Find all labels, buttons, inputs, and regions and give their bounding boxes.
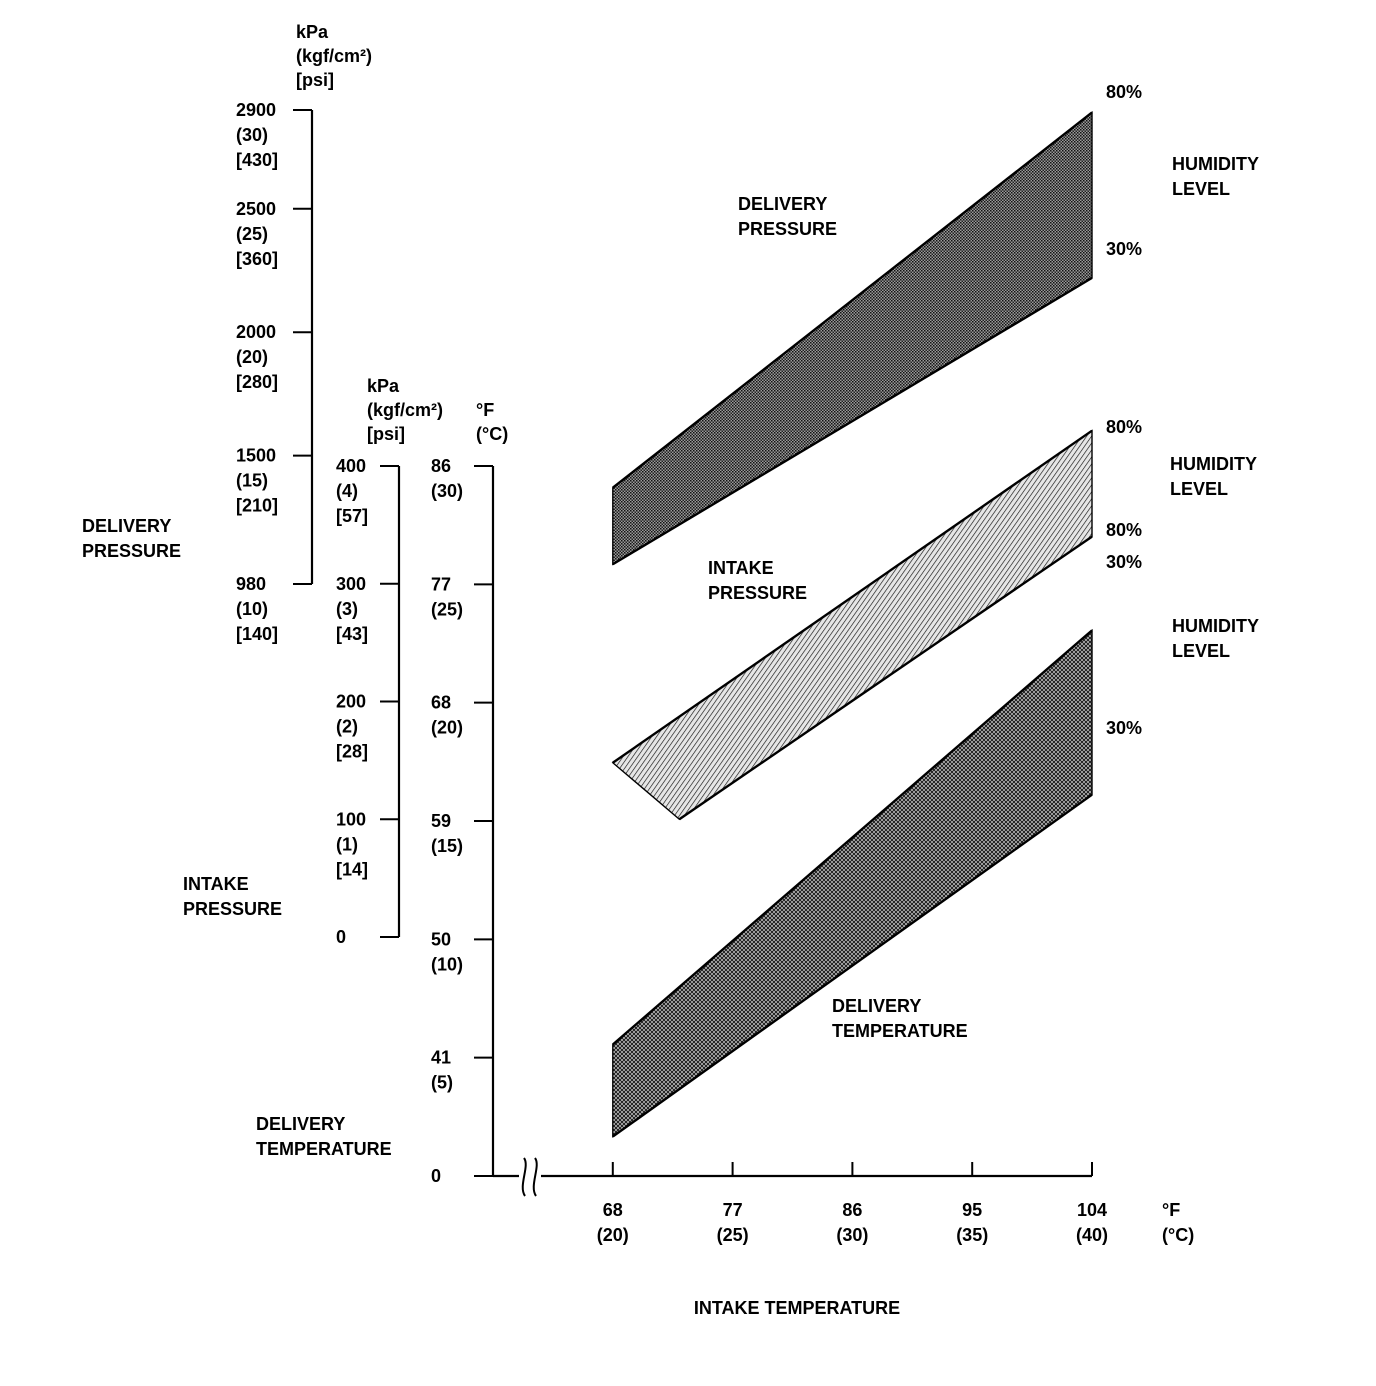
unit-label: (°C) xyxy=(1162,1225,1195,1245)
tick-label: [43] xyxy=(336,623,369,644)
unit-label: (°C) xyxy=(476,424,509,444)
axis-break-mark xyxy=(523,1158,526,1196)
humidity-lower-label: 30% xyxy=(1106,552,1143,572)
humidity-level-label: LEVEL xyxy=(1172,641,1231,661)
tick-label: 400 xyxy=(336,456,367,476)
band-delivery-temperature xyxy=(613,630,1092,1136)
tick-label: (10) xyxy=(236,599,269,619)
band-name: INTAKE xyxy=(708,558,774,578)
unit-label: kPa xyxy=(296,22,329,42)
unit-label: °F xyxy=(476,400,495,420)
tick-label: 104 xyxy=(1076,1200,1108,1220)
humidity-level-label: LEVEL xyxy=(1170,479,1229,499)
band-name: DELIVERY xyxy=(832,996,922,1016)
tick-label: (20) xyxy=(431,717,464,738)
axis-title: DELIVERY xyxy=(82,516,172,536)
tick-label: (20) xyxy=(596,1225,629,1245)
tick-label: (30) xyxy=(431,481,464,501)
tick-label: (40) xyxy=(1075,1225,1109,1245)
tick-label: [280] xyxy=(236,372,279,393)
axis-title: PRESSURE xyxy=(82,541,182,561)
tick-label: 980 xyxy=(236,574,267,594)
tick-label: 59 xyxy=(431,811,452,831)
humidity-lower-label: 30% xyxy=(1106,718,1143,738)
tick-label: (35) xyxy=(956,1225,989,1245)
humidity-upper-label: 80% xyxy=(1106,417,1143,437)
tick-label: [57] xyxy=(336,506,369,526)
tick-label: 1500 xyxy=(236,445,277,466)
tick-label: 2000 xyxy=(236,322,277,343)
tick-label: 0 xyxy=(431,1166,442,1186)
tick-label: (20) xyxy=(236,347,269,368)
tick-label: (4) xyxy=(336,481,358,501)
tick-label: (15) xyxy=(431,836,464,856)
axis-title: DELIVERY xyxy=(256,1114,346,1134)
tick-label: 68 xyxy=(602,1200,623,1220)
humidity-level-label: HUMIDITY xyxy=(1172,616,1259,636)
tick-label: 2500 xyxy=(236,198,277,219)
humidity-level-label: HUMIDITY xyxy=(1172,154,1259,174)
axis-title: TEMPERATURE xyxy=(256,1139,392,1159)
tick-label: 300 xyxy=(336,573,367,594)
bands-layer xyxy=(613,112,1092,1136)
tick-label: 95 xyxy=(962,1200,983,1220)
tick-label: (5) xyxy=(431,1072,453,1093)
tick-label: 68 xyxy=(431,692,452,713)
tick-label: [360] xyxy=(236,248,279,269)
band-name: PRESSURE xyxy=(708,583,808,603)
band-name: PRESSURE xyxy=(738,219,838,239)
tick-label: 0 xyxy=(336,927,347,947)
delivery-pressure-axis xyxy=(82,22,372,644)
axis-title: PRESSURE xyxy=(183,899,283,919)
tick-label: [28] xyxy=(336,741,369,762)
tick-label: (15) xyxy=(236,470,269,491)
humidity-level-label: LEVEL xyxy=(1172,179,1231,199)
humidity-level-label: HUMIDITY xyxy=(1170,454,1257,474)
band-name: DELIVERY xyxy=(738,194,828,214)
tick-label: (3) xyxy=(336,598,358,619)
tick-label: 77 xyxy=(722,1200,743,1220)
tick-label: [210] xyxy=(236,495,279,516)
unit-label: [psi] xyxy=(296,70,334,90)
tick-label: (30) xyxy=(236,125,269,145)
unit-label: [psi] xyxy=(367,424,405,444)
tick-label: (30) xyxy=(836,1225,869,1245)
tick-label: [14] xyxy=(336,859,369,880)
tick-label: (25) xyxy=(236,223,269,244)
unit-label: (kgf/cm²) xyxy=(367,400,443,420)
tick-label: 77 xyxy=(431,574,452,595)
tick-label: 86 xyxy=(431,456,452,476)
axis-title: INTAKE TEMPERATURE xyxy=(693,1298,901,1318)
tick-label: 100 xyxy=(336,809,367,830)
tick-label: 200 xyxy=(336,691,367,712)
humidity-lower-label: 30% xyxy=(1106,239,1143,259)
humidity-upper-label: 80% xyxy=(1106,82,1143,102)
tick-label: (1) xyxy=(336,834,358,855)
x-axis xyxy=(493,1158,1194,1318)
tick-label: (25) xyxy=(431,599,464,620)
tick-label: [140] xyxy=(236,624,279,644)
tick-label: 2900 xyxy=(236,100,277,120)
band-name: TEMPERATURE xyxy=(832,1021,968,1041)
tick-label: (10) xyxy=(431,954,464,975)
humidity-upper-label: 80% xyxy=(1106,520,1143,540)
tick-label: 86 xyxy=(842,1200,863,1220)
tick-label: 50 xyxy=(431,929,452,950)
unit-label: kPa xyxy=(367,376,400,396)
tick-label: (2) xyxy=(336,716,358,737)
tick-label: [430] xyxy=(236,150,279,170)
unit-label: °F xyxy=(1162,1200,1181,1220)
tick-label: (25) xyxy=(716,1225,749,1245)
delivery-temperature-axis xyxy=(256,400,508,1186)
band-area xyxy=(613,630,1092,1136)
unit-label: (kgf/cm²) xyxy=(296,46,372,66)
axis-break-mark xyxy=(534,1158,537,1196)
axis-title: INTAKE xyxy=(183,874,249,894)
tick-label: 41 xyxy=(431,1047,452,1068)
